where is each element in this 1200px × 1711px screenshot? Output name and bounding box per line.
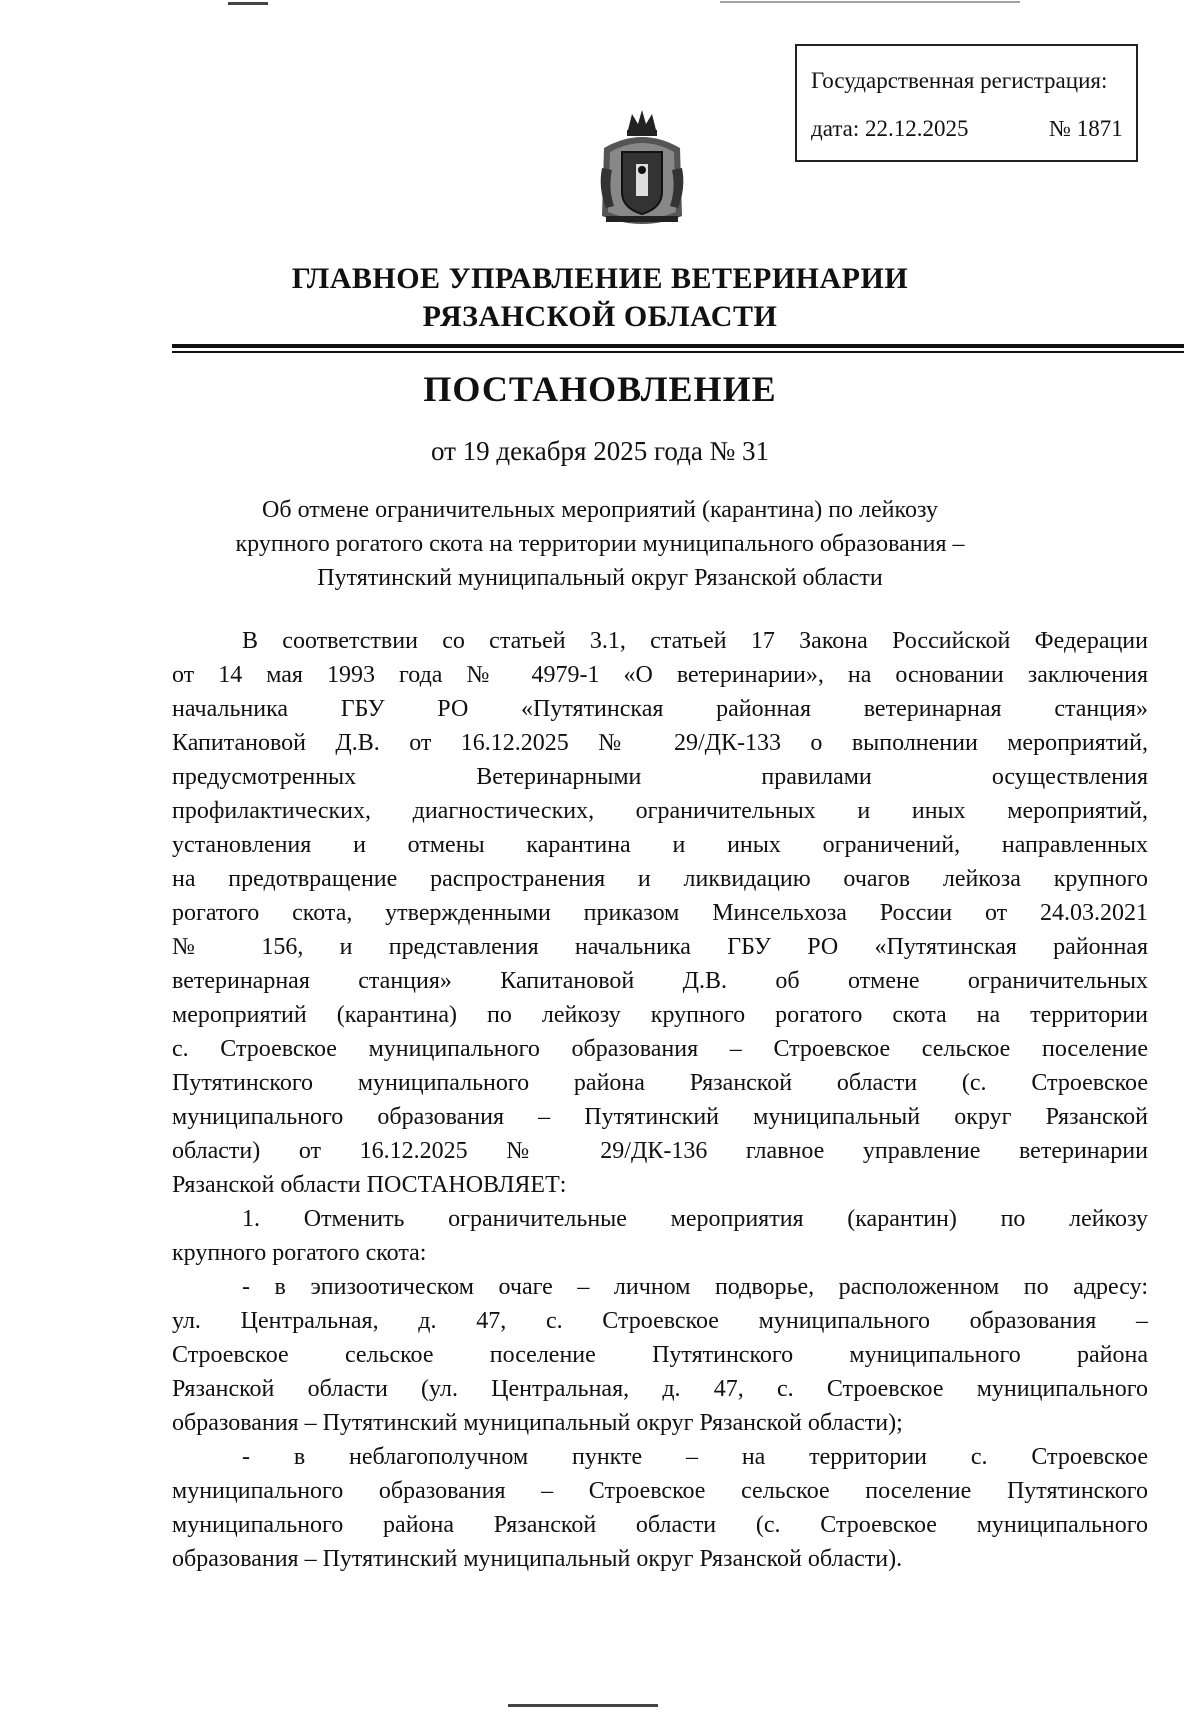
- body-line: Путятинского муниципального района Рязанской области (с. Строевское: [172, 1070, 1148, 1096]
- body-line: образования – Путятинский муниципальный округ Рязанской области);: [172, 1410, 903, 1436]
- subject-line: Об отмене ограничительных мероприятий (карантина) по лейкозу: [262, 497, 938, 523]
- agency-name-line1: ГЛАВНОЕ УПРАВЛЕНИЕ ВЕТЕРИНАРИИ: [291, 262, 909, 295]
- body-line: ул. Центральная, д. 47, с. Строевское муниципального образования –: [172, 1308, 1148, 1334]
- registration-box: [795, 44, 1138, 162]
- body-line: муниципального образования – Строевское сельское поселение Путятинского: [172, 1478, 1148, 1504]
- body-line: на предотвращение распространения и ликвидацию очагов лейкоза крупного: [172, 866, 1148, 892]
- coat-of-arms-icon: [598, 108, 686, 232]
- subject-line: Путятинский муниципальный округ Рязанской области: [317, 565, 883, 591]
- body-line: - в неблагополучном пункте – на территории с. Строевское: [242, 1444, 1148, 1470]
- body-line: крупного рогатого скота:: [172, 1240, 427, 1266]
- body-line: ветеринарная станция» Капитановой Д.В. об отмене ограничительных: [172, 968, 1148, 994]
- header-rule-thick: [172, 344, 1184, 348]
- scan-artifact-bottom: [508, 1704, 658, 1707]
- body-line: начальника ГБУ РО «Путятинская районная ветеринарная станция»: [172, 696, 1148, 722]
- body-line: мероприятий (карантина) по лейкозу крупного рогатого скота на территории: [172, 1002, 1148, 1028]
- body-line: с. Строевское муниципального образования – Строевское сельское поселение: [172, 1036, 1148, 1062]
- body-line: Рязанской области ПОСТАНОВЛЯЕТ:: [172, 1172, 567, 1198]
- body-line: 1. Отменить ограничительные мероприятия (карантин) по лейкозу: [242, 1206, 1148, 1232]
- body-line: муниципального образования – Путятинский муниципальный округ Рязанской: [172, 1104, 1148, 1130]
- body-line: - в эпизоотическом очаге – личном подворье, расположенном по адресу:: [242, 1274, 1148, 1300]
- registration-date: дата: 22.12.2025: [811, 116, 969, 141]
- body-line: предусмотренных Ветеринарными правилами осуществления: [172, 764, 1148, 790]
- registration-title: Государственная регистрация:: [811, 68, 1108, 93]
- body-line: образования – Путятинский муниципальный округ Рязанской области).: [172, 1546, 903, 1572]
- subject-line: крупного рогатого скота на территории муниципального образования –: [235, 531, 965, 557]
- body-line: В соответствии со статьей 3.1, статьей 17 Закона Российской Федерации: [242, 628, 1148, 654]
- document-type: ПОСТАНОВЛЕНИЕ: [423, 369, 777, 409]
- agency-name-line2: РЯЗАНСКОЙ ОБЛАСТИ: [422, 300, 778, 333]
- scan-artifact-top-2: [720, 1, 1020, 3]
- header-rule-thin: [172, 351, 1184, 353]
- scan-artifact-top: [228, 2, 268, 5]
- body-line: профилактических, диагностических, ограничительных и иных мероприятий,: [172, 798, 1148, 824]
- body-line: Строевское сельское поселение Путятинского муниципального района: [172, 1342, 1148, 1368]
- body-line: рогатого скота, утвержденными приказом Минсельхоза России от 24.03.2021: [172, 900, 1148, 926]
- body-line: установления и отмены карантина и иных ограничений, направленных: [172, 832, 1148, 858]
- body-line: от 14 мая 1993 года № 4979-1 «О ветеринарии», на основании заключения: [172, 662, 1148, 688]
- body-line: области) от 16.12.2025 № 29/ДК-136 главное управление ветеринарии: [172, 1138, 1148, 1164]
- document-date-number: от 19 декабря 2025 года № 31: [430, 436, 770, 466]
- body-line: № 156, и представления начальника ГБУ РО «Путятинская районная: [172, 934, 1148, 960]
- body-line: Рязанской области (ул. Центральная, д. 47, с. Строевское муниципального: [172, 1376, 1148, 1402]
- body-line: Капитановой Д.В. от 16.12.2025 № 29/ДК-133 о выполнении мероприятий,: [172, 730, 1148, 756]
- registration-number: № 1871: [1049, 116, 1123, 141]
- body-line: муниципального района Рязанской области (с. Строевское муниципального: [172, 1512, 1148, 1538]
